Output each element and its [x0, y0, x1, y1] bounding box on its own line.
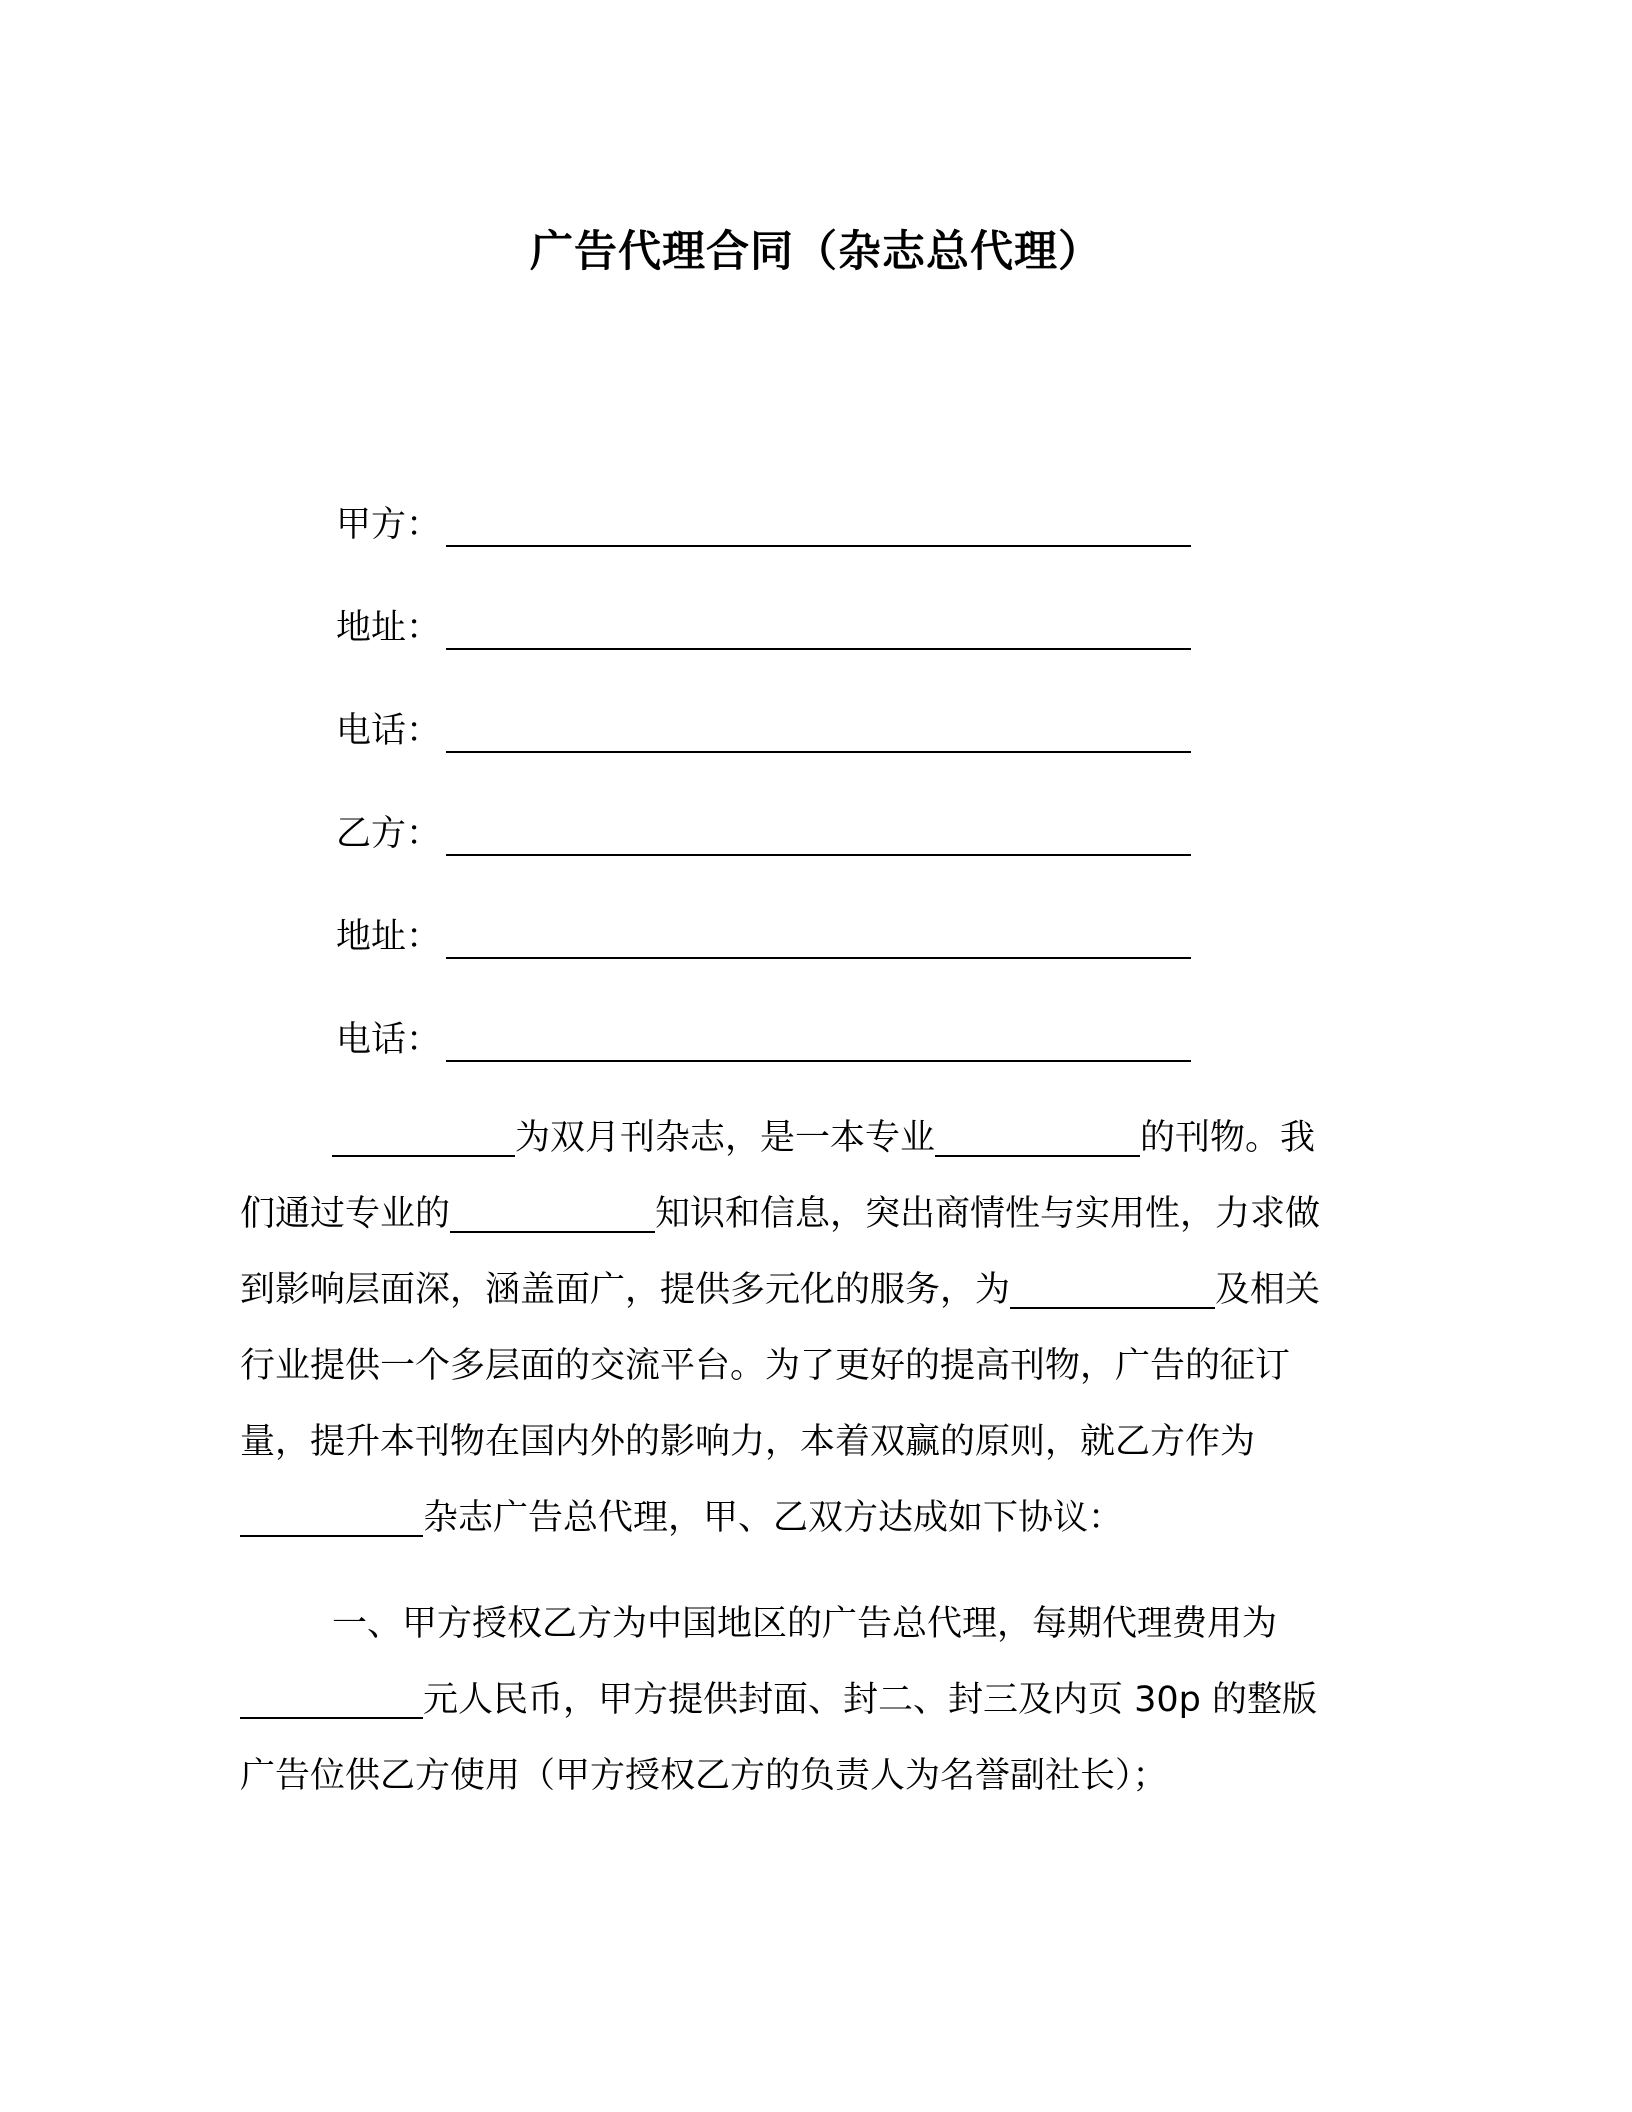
field-label: 地址： [336, 917, 442, 957]
paragraph-line [240, 1252, 1400, 1328]
paragraph-line [240, 1480, 1400, 1556]
fill-in-blank [240, 1505, 423, 1537]
paragraph-text: 及相关 [1215, 1270, 1321, 1310]
paragraph-line [240, 1662, 1400, 1738]
paragraph-text: 行业提供一个多层面的交流平台。为了更好的提高刊物，广告的征订 [240, 1346, 1291, 1386]
fill-in-blank [332, 1125, 515, 1157]
paragraph-text: 一、甲方授权乙方为中国地区的广告总代理，每期代理费用为 [332, 1604, 1278, 1644]
fill-in-blank [446, 909, 1191, 959]
party-a-phone-field [336, 703, 1216, 759]
paragraph-line [240, 1586, 1400, 1662]
paragraph-line [240, 1176, 1400, 1252]
party-a-address-field [336, 600, 1216, 656]
field-label: 电话： [336, 1020, 442, 1060]
paragraph-line [240, 1404, 1400, 1480]
fill-in-blank [240, 1687, 423, 1719]
paragraph-text: 到影响层面深，涵盖面广，提供多元化的服务，为 [240, 1270, 1011, 1310]
paragraph-text: 量，提升本刊物在国内外的影响力，本着双赢的原则，就乙方作为 [240, 1422, 1256, 1462]
paragraph-text: 杂志广告总代理，甲、乙双方达成如下协议： [423, 1498, 1124, 1538]
paragraph-line [240, 1328, 1400, 1404]
paragraph-text: 广告位供乙方使用（甲方授权乙方的负责人为名誉副社长）； [240, 1756, 1168, 1796]
fill-in-blank [935, 1125, 1140, 1157]
fill-in-blank [1010, 1277, 1215, 1309]
field-label: 电话： [336, 711, 442, 751]
field-label: 甲方： [336, 505, 442, 545]
paragraph-text: 知识和信息，突出商情性与实用性，力求做 [655, 1194, 1321, 1234]
party-b-address-field [336, 909, 1216, 965]
paragraph-text: 元人民币，甲方提供封面、封二、封三及内页 30p 的整版 [423, 1680, 1318, 1720]
paragraph-text: 们通过专业的 [240, 1194, 451, 1234]
paragraph-line [240, 1738, 1400, 1814]
fill-in-blank [446, 806, 1191, 856]
fill-in-blank [446, 1012, 1191, 1062]
fill-in-blank [446, 497, 1191, 547]
paragraph-text: 的刊物。我 [1140, 1118, 1316, 1158]
party-b-phone-field [336, 1012, 1216, 1068]
paragraph-text: 为双月刊杂志，是一本专业 [515, 1118, 936, 1158]
intro-paragraph [240, 1100, 1400, 1556]
party-b-field [336, 806, 1216, 862]
paragraph-line [240, 1100, 1400, 1176]
field-label: 乙方： [336, 814, 442, 854]
document-title: 广告代理合同（杂志总代理） [530, 227, 1102, 277]
field-label: 地址： [336, 608, 442, 648]
fill-in-blank [446, 703, 1191, 753]
fill-in-blank [446, 600, 1191, 650]
fill-in-blank [450, 1201, 655, 1233]
clause-one-paragraph [240, 1586, 1400, 1814]
party-a-field [336, 497, 1216, 553]
